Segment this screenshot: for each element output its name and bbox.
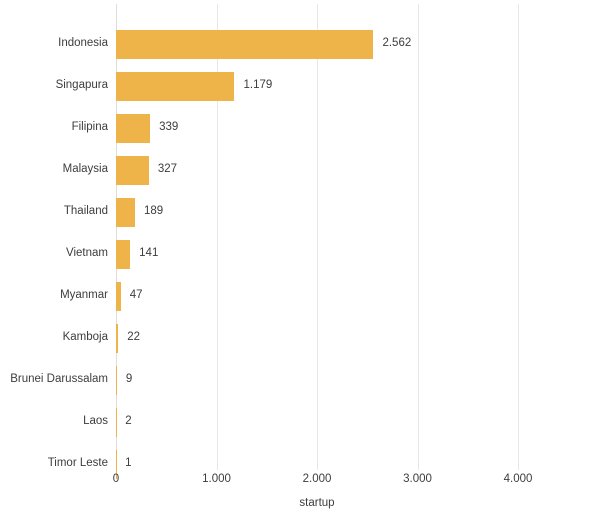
category-label: Filipina bbox=[71, 121, 108, 134]
value-label: 339 bbox=[159, 121, 179, 134]
bar-track bbox=[116, 156, 177, 185]
bar bbox=[116, 366, 117, 395]
category-label: Myanmar bbox=[60, 289, 108, 302]
bar-row bbox=[0, 233, 600, 275]
bar-row bbox=[0, 23, 600, 65]
value-label: 2.562 bbox=[382, 37, 412, 50]
category-label: Singapura bbox=[55, 79, 108, 92]
bar-row bbox=[0, 317, 600, 359]
category-label: Thailand bbox=[63, 205, 108, 218]
bar-row bbox=[0, 65, 600, 107]
bar bbox=[116, 72, 234, 101]
value-label: 327 bbox=[157, 163, 178, 176]
category-label: Malaysia bbox=[62, 163, 108, 176]
bar-track bbox=[116, 366, 132, 395]
value-label: 22 bbox=[127, 331, 140, 344]
bar bbox=[116, 240, 130, 269]
bar-row bbox=[0, 401, 600, 443]
bar-row bbox=[0, 191, 600, 233]
value-label: 1 bbox=[125, 457, 132, 470]
x-axis-title: startup bbox=[299, 497, 335, 509]
bar-track bbox=[116, 282, 143, 311]
x-axis bbox=[0, 474, 600, 488]
bar-row bbox=[0, 149, 600, 191]
bar-track bbox=[116, 72, 272, 101]
x-tick-label: 1.000 bbox=[202, 473, 231, 485]
value-label: 9 bbox=[125, 373, 133, 386]
bar-track bbox=[116, 114, 178, 143]
category-label: Laos bbox=[83, 415, 108, 428]
value-label: 189 bbox=[143, 205, 164, 218]
bar-track bbox=[116, 324, 140, 353]
bar-track bbox=[116, 408, 132, 437]
bar-row bbox=[0, 107, 600, 149]
bar-row bbox=[0, 359, 600, 401]
bar bbox=[116, 114, 150, 143]
bar-row bbox=[0, 275, 600, 317]
value-label: 47 bbox=[129, 289, 143, 302]
value-label: 2 bbox=[125, 415, 132, 428]
bar bbox=[116, 30, 373, 59]
bar bbox=[116, 198, 135, 227]
x-tick-label: 3.000 bbox=[403, 473, 432, 485]
x-tick-label: 4.000 bbox=[503, 473, 533, 485]
bar-track bbox=[116, 30, 411, 59]
category-label: Timor Leste bbox=[47, 457, 108, 470]
bar bbox=[116, 324, 118, 353]
category-label: Indonesia bbox=[58, 37, 108, 50]
bar bbox=[116, 156, 149, 185]
x-tick-label: 0 bbox=[112, 473, 120, 485]
x-tick-label: 2.000 bbox=[302, 473, 332, 485]
category-label: Vietnam bbox=[66, 247, 108, 260]
bar-track bbox=[116, 198, 163, 227]
value-label: 141 bbox=[139, 247, 159, 260]
bar bbox=[116, 282, 121, 311]
category-label: Brunei Darussalam bbox=[10, 373, 108, 386]
value-label: 1.179 bbox=[243, 79, 273, 92]
category-label: Kamboja bbox=[62, 331, 108, 344]
bar-track bbox=[116, 240, 158, 269]
bar-rows bbox=[0, 23, 600, 485]
